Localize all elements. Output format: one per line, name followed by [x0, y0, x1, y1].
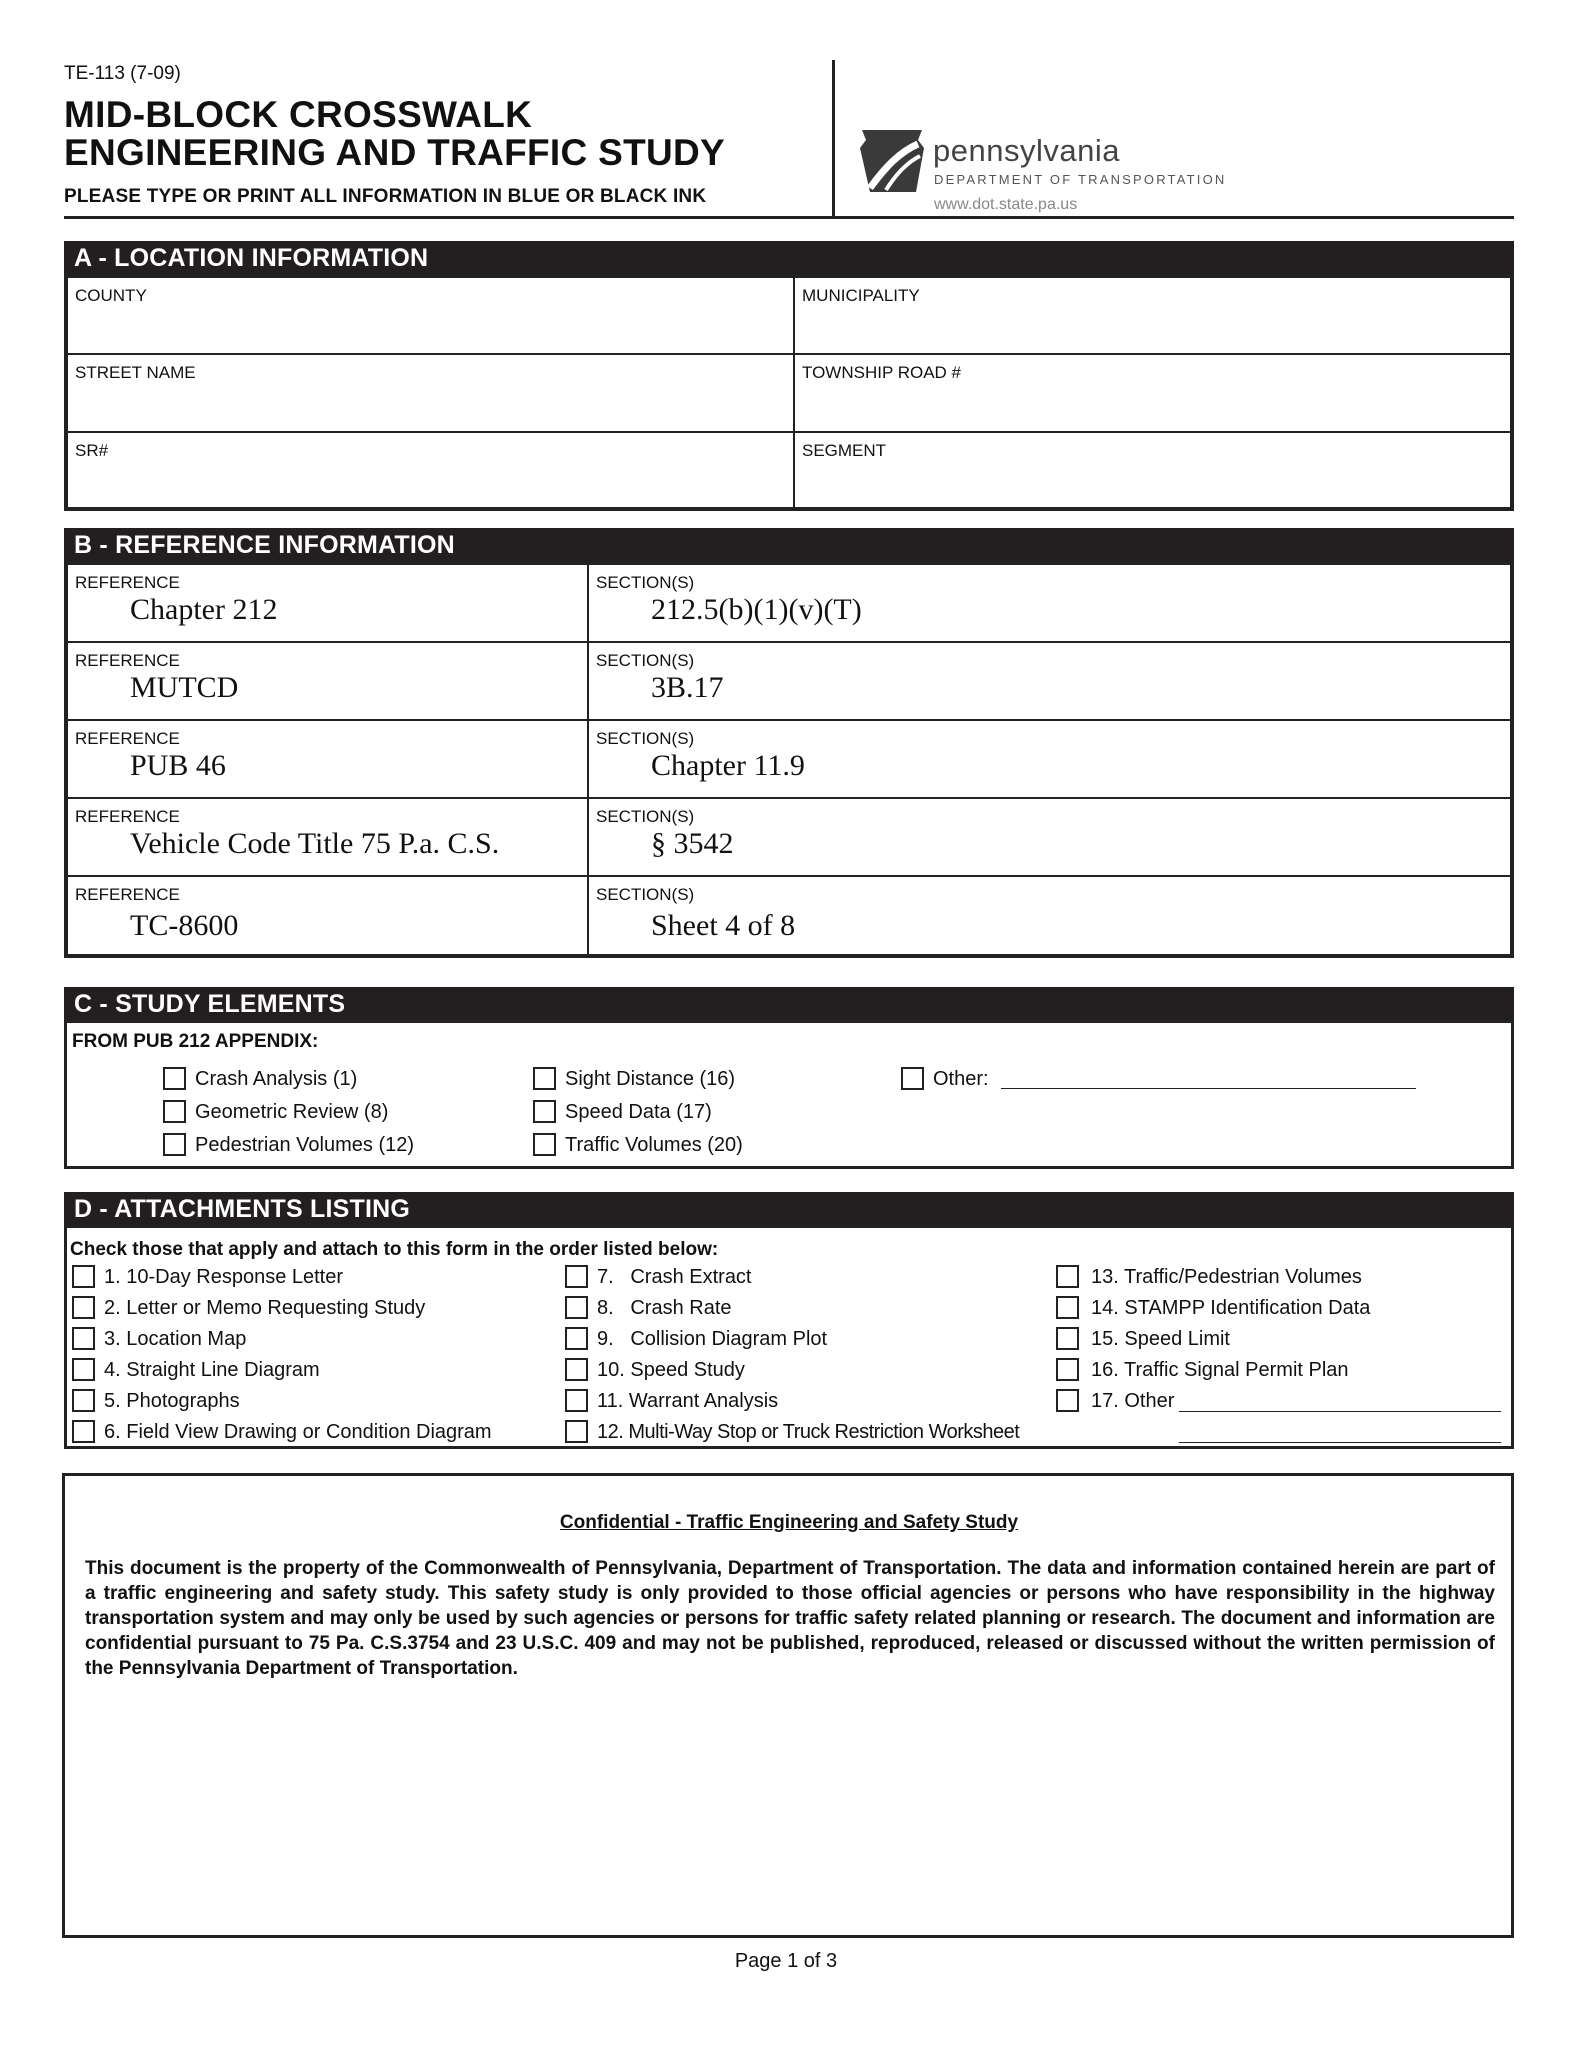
checkbox-label: 17. Other [1091, 1390, 1175, 1412]
sections-field[interactable] [588, 642, 1511, 720]
field-label: SR# [75, 441, 109, 460]
checkbox-label: 5. Photographs [104, 1390, 240, 1412]
logo-department: DEPARTMENT OF TRANSPORTATION [934, 172, 1227, 187]
checkbox-label: 15. Speed Limit [1091, 1328, 1230, 1350]
field-label: COUNTY [75, 286, 147, 305]
sections-label: SECTION(S) [596, 885, 695, 904]
sections-field[interactable] [588, 720, 1511, 798]
attachment-checkbox-10[interactable] [565, 1358, 588, 1381]
section-a-header: A - LOCATION INFORMATION [64, 241, 1514, 276]
reference-label: REFERENCE [75, 729, 180, 748]
attachment-checkbox-5[interactable] [72, 1389, 95, 1412]
attachment-checkbox-17[interactable] [1056, 1389, 1079, 1412]
checkbox-label: 9. Collision Diagram Plot [597, 1328, 828, 1350]
field-label: MUNICIPALITY [802, 286, 920, 305]
attachment-checkbox-13[interactable] [1056, 1265, 1079, 1288]
checkbox-label: 1. 10-Day Response Letter [104, 1266, 344, 1288]
reference-field[interactable] [67, 564, 588, 642]
section-c-header: C - STUDY ELEMENTS [64, 987, 1514, 1022]
ink-instructions: PLEASE TYPE OR PRINT ALL INFORMATION IN BLUE OR BLACK INK [64, 186, 707, 207]
field-label: STREET NAME [75, 363, 196, 382]
reference-value: MUTCD [130, 671, 239, 704]
checkbox-label: Crash Analysis (1) [195, 1068, 358, 1090]
sections-value: § 3542 [651, 827, 734, 860]
logo-wordmark: pennsylvania [933, 133, 1120, 168]
reference-info-box [64, 561, 1514, 958]
other-input-line-2[interactable] [1179, 1442, 1501, 1443]
sections-value: Chapter 11.9 [651, 749, 805, 782]
reference-label: REFERENCE [75, 807, 180, 826]
reference-field[interactable] [67, 876, 588, 955]
attachment-checkbox-9[interactable] [565, 1327, 588, 1350]
confidential-notice-box [62, 1473, 1514, 1938]
attachment-checkbox-14[interactable] [1056, 1296, 1079, 1319]
traffic-volumes-checkbox[interactable] [533, 1133, 556, 1156]
checkbox-label: 14. STAMPP Identification Data [1091, 1297, 1371, 1319]
header-rule [64, 216, 1514, 219]
checkbox-label: 7. Crash Extract [597, 1266, 752, 1288]
attachment-checkbox-7[interactable] [565, 1265, 588, 1288]
study-elements-subtitle: FROM PUB 212 APPENDIX: [72, 1031, 319, 1052]
sections-field[interactable] [588, 564, 1511, 642]
attachment-checkbox-16[interactable] [1056, 1358, 1079, 1381]
sight-distance-checkbox[interactable] [533, 1067, 556, 1090]
reference-label: REFERENCE [75, 885, 180, 904]
sections-field[interactable] [588, 876, 1511, 955]
penndot-keystone-logo-icon [856, 126, 928, 203]
reference-field[interactable] [67, 642, 588, 720]
sections-label: SECTION(S) [596, 651, 695, 670]
segment-field[interactable] [794, 432, 1511, 508]
confidential-title: Confidential - Traffic Engineering and Safety Study [559, 1512, 1019, 1533]
reference-value: TC-8600 [130, 909, 239, 942]
attachment-checkbox-4[interactable] [72, 1358, 95, 1381]
checkbox-label: 8. Crash Rate [597, 1297, 732, 1319]
sections-label: SECTION(S) [596, 729, 695, 748]
sections-label: SECTION(S) [596, 573, 695, 592]
checkbox-label: Speed Data (17) [565, 1101, 712, 1123]
reference-value: PUB 46 [130, 749, 226, 782]
county-field[interactable] [67, 277, 794, 354]
attachments-box [64, 1225, 1514, 1449]
form-title-line1: MID-BLOCK CROSSWALK [64, 94, 533, 135]
field-label: SEGMENT [802, 441, 887, 460]
street-name-field[interactable] [67, 354, 794, 432]
checkbox-label: 13. Traffic/Pedestrian Volumes [1091, 1266, 1362, 1288]
checkbox-label: 4. Straight Line Diagram [104, 1359, 320, 1381]
sections-label: SECTION(S) [596, 807, 695, 826]
section-d-header: D - ATTACHMENTS LISTING [64, 1192, 1514, 1227]
attachment-checkbox-12[interactable] [565, 1420, 588, 1443]
form-title-line2: ENGINEERING AND TRAFFIC STUDY [64, 132, 726, 173]
checkbox-label: 3. Location Map [104, 1328, 247, 1350]
checkbox-label: 6. Field View Drawing or Condition Diagram [104, 1421, 492, 1443]
logo-url: www.dot.state.pa.us [934, 196, 1078, 213]
sr-number-field[interactable] [67, 432, 794, 508]
checkbox-label: Sight Distance (16) [565, 1068, 736, 1090]
checkbox-label: 16. Traffic Signal Permit Plan [1091, 1359, 1349, 1381]
sections-value: 212.5(b)(1)(v)(T) [651, 593, 862, 626]
checkbox-label: 10. Speed Study [597, 1359, 745, 1381]
sections-value: 3B.17 [651, 671, 724, 704]
checkbox-label: Traffic Volumes (20) [565, 1134, 743, 1156]
township-road-field[interactable] [794, 354, 1511, 432]
reference-field[interactable] [67, 720, 588, 798]
form-number: TE-113 (7-09) [64, 63, 181, 84]
section-b-header: B - REFERENCE INFORMATION [64, 528, 1514, 563]
reference-field[interactable] [67, 798, 588, 876]
confidential-body: This document is the property of the Commonwealth of Pennsylvania, Department of Transportation. The data and information contained herein are part of a traffic engineering and safety study. This safety study is only provided to those official agencies or persons who have responsibility in the highway transportation system and may only be used by such agencies or persons for traffic safety related planning or research. The document and information are confidential pursuant to 75 Pa. C.S.3754 and 23 U.S.C. 409 and may not be published, reproduced, released or discussed without the written permission of the Pennsylvania Department of Transportation. [85, 1558, 1495, 1679]
reference-value: Vehicle Code Title 75 P.a. C.S. [130, 827, 500, 860]
checkbox-label: 11. Warrant Analysis [597, 1390, 779, 1412]
reference-value: Chapter 212 [130, 593, 278, 626]
attachment-checkbox-11[interactable] [565, 1389, 588, 1412]
checkbox-label: Other: [933, 1068, 989, 1090]
reference-label: REFERENCE [75, 651, 180, 670]
field-label: TOWNSHIP ROAD # [802, 363, 962, 382]
study-elements-box [64, 1020, 1514, 1169]
attachment-checkbox-2[interactable] [72, 1296, 95, 1319]
sections-field[interactable] [588, 798, 1511, 876]
attachment-checkbox-1[interactable] [72, 1265, 95, 1288]
attachment-checkbox-8[interactable] [565, 1296, 588, 1319]
checkbox-label: 2. Letter or Memo Requesting Study [104, 1297, 426, 1319]
pedestrian-volumes-checkbox[interactable] [163, 1133, 186, 1156]
speed-data-checkbox[interactable] [533, 1100, 556, 1123]
attachment-checkbox-6[interactable] [72, 1420, 95, 1443]
attachment-checkbox-15[interactable] [1056, 1327, 1079, 1350]
municipality-field[interactable] [794, 277, 1511, 354]
sections-value: Sheet 4 of 8 [651, 909, 796, 942]
header-divider [832, 60, 835, 218]
page-number: Page 1 of 3 [734, 1950, 838, 1972]
geometric-review-checkbox[interactable] [163, 1100, 186, 1123]
other-checkbox[interactable] [901, 1067, 924, 1090]
attachment-checkbox-3[interactable] [72, 1327, 95, 1350]
other-input-line[interactable] [1001, 1088, 1416, 1089]
crash-analysis-checkbox[interactable] [163, 1067, 186, 1090]
checkbox-label: 12. Multi-Way Stop or Truck Restriction Worksheet [597, 1421, 1020, 1443]
checkbox-label: Geometric Review (8) [195, 1101, 389, 1123]
form-title [64, 96, 725, 172]
checkbox-label: Pedestrian Volumes (12) [195, 1134, 415, 1156]
attachments-instruction: Check those that apply and attach to this form in the order listed below: [70, 1239, 719, 1260]
reference-label: REFERENCE [75, 573, 180, 592]
other-input-line-1[interactable] [1179, 1411, 1501, 1412]
location-info-box [64, 274, 1514, 511]
